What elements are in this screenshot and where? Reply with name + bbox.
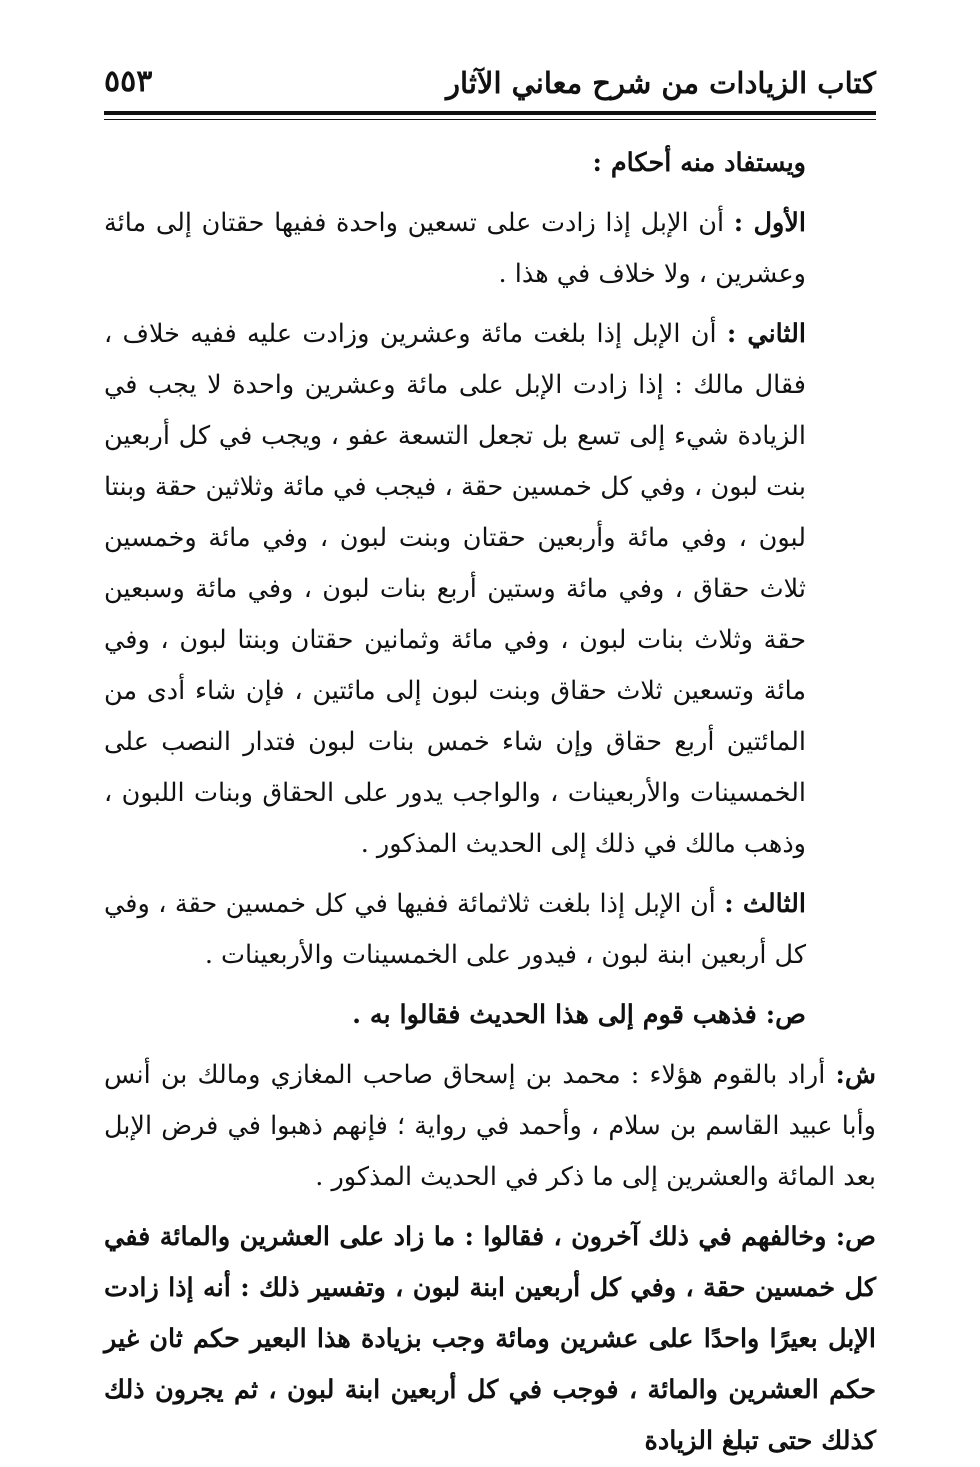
section-heading: ويستفاد منه أحكام : — [592, 148, 806, 178]
header-rule-thin — [104, 119, 876, 120]
paragraph-second — [104, 309, 876, 870]
paragraph-text: أن الإبل إذا بلغت ثلاثمائة ففيها في كل خمسين حقة ، وفي كل أربعين ابنة لبون ، فيدور على الخمسينات والأربعينات . — [104, 889, 806, 970]
paragraph-text: أن الإبل إذا بلغت مائة وعشرين وزادت عليه ففيه خلاف ، فقال مالك : إذا زادت الإبل على مائة وعشرين واحدة لا يجب في الزيادة شيء إلى تسع بل تجعل التسعة عفو ، ويجب في كل أربعين بنت لبون ، وفي كل خمسين حقة ، فيجب في مائة وثلاثين حقة وبنتا لبون ، وفي مائة وأربعين حقتان وبنت لبون ، وفي مائة وخمسين ثلاث حقاق ، وفي مائة وستين أربع بنات لبون ، وفي مائة وسبعين حقة وثلاث بنات لبون ، وفي مائة وثمانين حقتان وبنتا لبون ، وفي مائة وتسعين ثلاث حقاق وبنت لبون إلى مائتين ، فإن شاء أدى من المائتين أربع حقاق وإن شاء خمس بنات لبون فتدار النصب على الخمسينات والأربعينات ، والواجب يدور على الحقاق وبنات اللبون ، وذهب مالك في ذلك إلى الحديث المذكور . — [104, 319, 806, 859]
paragraph-sad-1 — [104, 990, 876, 1041]
page-body — [104, 138, 876, 1467]
paragraph-lead: ص: — [765, 1000, 806, 1030]
paragraph-text: أراد بالقوم هؤلاء : محمد بن إسحاق صاحب المغازي ومالك بن أنس وأبا عبيد القاسم بن سلام ، وأحمد في رواية ؛ فإنهم ذهبوا في فرض الإبل بعد المائة والعشرين إلى ما ذكر في الحديث المذكور . — [104, 1060, 876, 1192]
paragraph-third — [104, 879, 876, 981]
running-header — [104, 0, 876, 118]
paragraph-sad-2 — [104, 1212, 876, 1467]
paragraph-shin-1 — [104, 1050, 876, 1203]
paragraph-lead: الأول : — [733, 208, 806, 238]
paragraph-first — [104, 198, 876, 300]
paragraph-lead: ص: — [835, 1222, 876, 1252]
page-number: ٥٥٣ — [104, 64, 153, 99]
header-rule-thick — [104, 111, 876, 115]
paragraph-text: أن الإبل إذا زادت على تسعين واحدة ففيها حقتان إلى مائة وعشرين ، ولا خلاف في هذا . — [104, 208, 806, 289]
paragraph-lead: ش: — [835, 1060, 876, 1090]
paragraph-lead: الثاني : — [726, 319, 806, 349]
paragraph-text: فذهب قوم إلى هذا الحديث فقالوا به . — [352, 1000, 766, 1030]
paragraph-lead: الثالث : — [724, 889, 806, 919]
running-title: كتاب الزيادات من شرح معاني الآثار — [446, 66, 876, 100]
paragraph-text: وخالفهم في ذلك آخرون ، فقالوا : ما زاد على العشرين والمائة ففي كل خمسين حقة ، وفي كل أربعين ابنة لبون ، وتفسير ذلك : أنه إذا زادت الإبل بعيرًا واحدًا على عشرين ومائة وجب بزيادة هذا البعير حكم ثان غير حكم العشرين والمائة ، فوجب في كل أربعين ابنة لبون ، ثم يجرون ذلك كذلك حتى تبلغ الزيادة — [104, 1222, 876, 1456]
